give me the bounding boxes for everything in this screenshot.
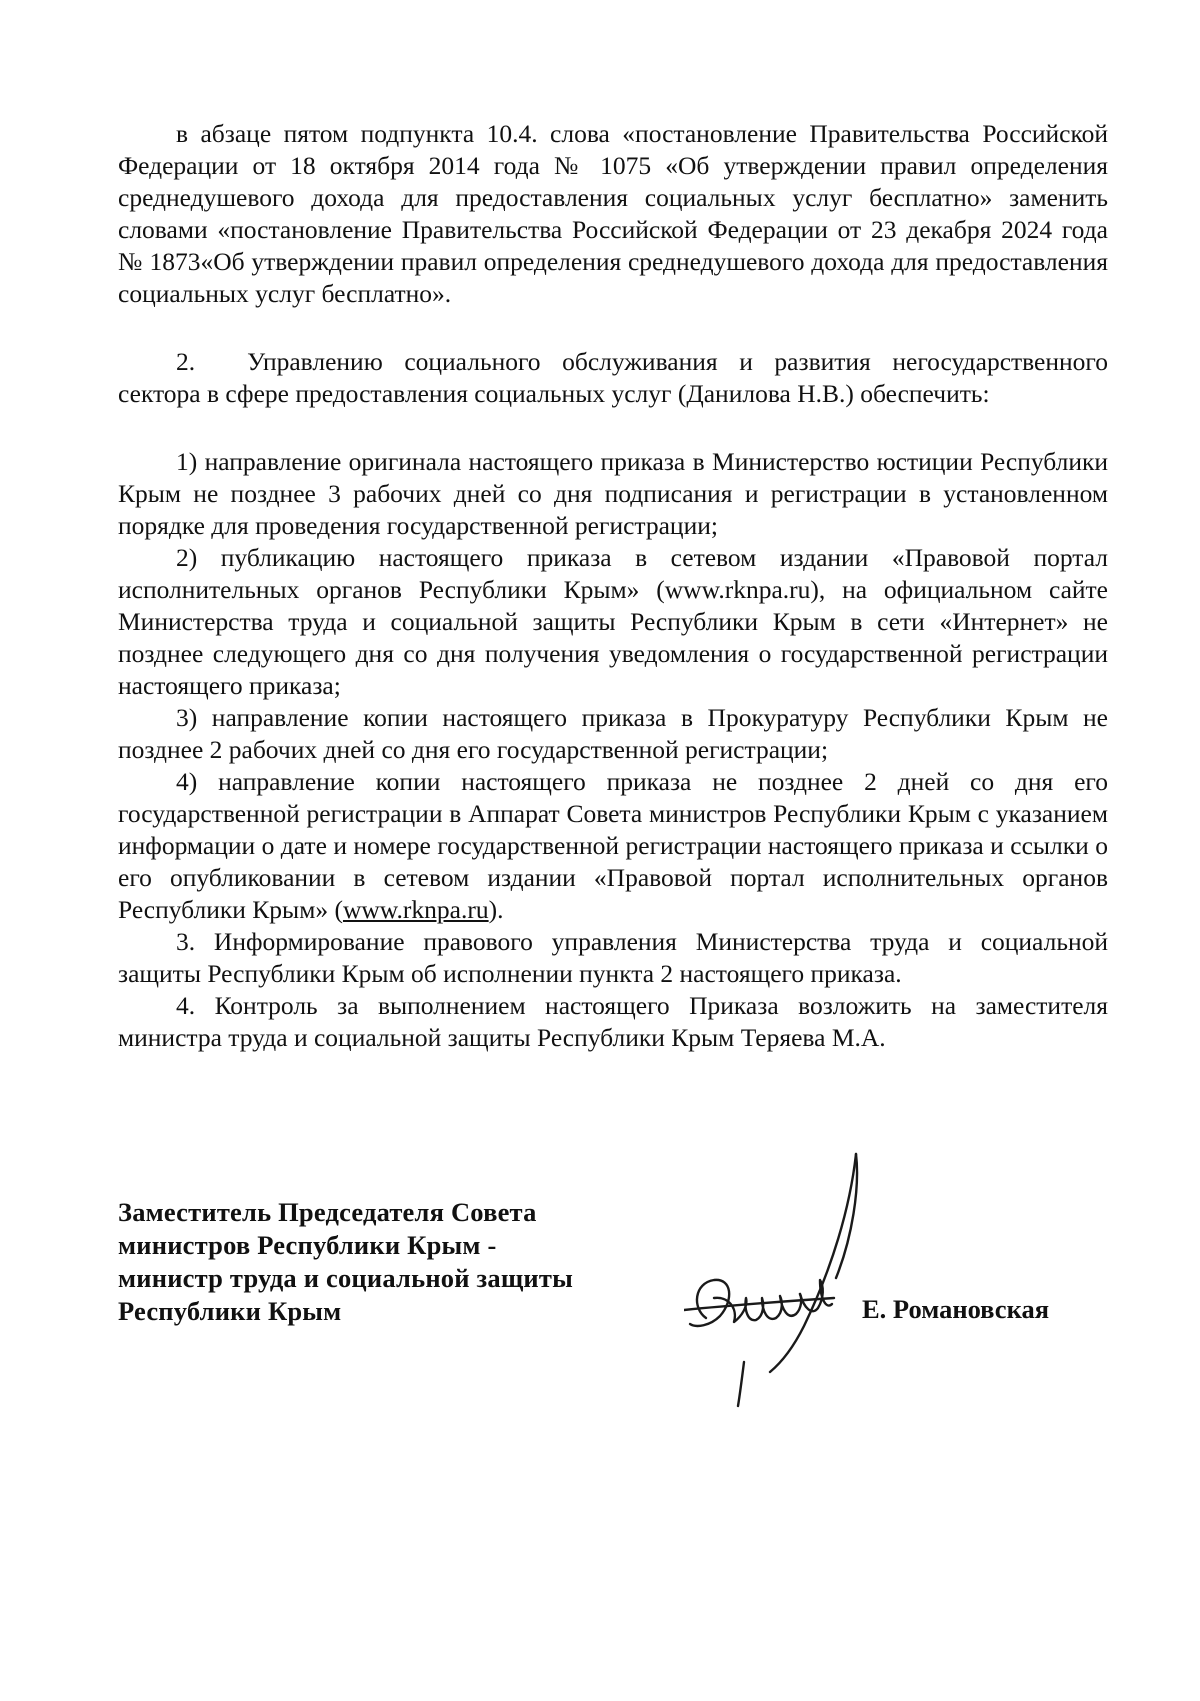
subitem-1: 1) направление оригинала настоящего приказа в Министерство юстиции Республики Крым не позднее 3 рабочих дней со дня подписания и регистрации в установленном порядке для проведения государственной регистрации; [118,447,1108,540]
signatory-title-line: министр труда и социальной защиты [118,1263,573,1293]
subitem-4-tail: ). [488,895,504,924]
rknpa-link[interactable]: www.rknpa.ru [342,895,489,924]
signatory-title [118,1196,573,1328]
item-2-number: 2. [176,347,196,376]
signatory-name: Е. Романовская [862,1294,1050,1324]
item-3: 3. Информирование правового управления Министерства труда и социальной защиты Республики Крым об исполнении пункта 2 настоящего приказа. [118,927,1108,988]
subitem-4 [118,766,1108,926]
handwritten-signature [684,1148,874,1408]
subitem-3: 3) направление копии настоящего приказа в Прокуратуру Республики Крым не позднее 2 рабочих дней со дня его государственной регистрации; [118,703,1108,764]
paragraph-abzac-5: в абзаце пятом подпункта 10.4. слова «постановление Правительства Российской Федерации от 18 октября 2014 года № 1075 «Об утверждении правил определения среднедушевого дохода для предоставления социальных услуг бесплатно» заменить словами «постановление Правительства Российской Федерации от 23 декабря 2024 года № 1873«Об утверждении правил определения среднедушевого дохода для предоставления социальных услуг бесплатно». [118,119,1108,308]
item-2-text: Управлению социального обслуживания и развития негосударственного сектора в сфере предоставления социальных услуг (Данилова Н.В.) обеспечить: [118,347,1108,408]
subitem-2: 2) публикацию настоящего приказа в сетевом издании «Правовой портал исполнительных органов Республики Крым» (www.rknpa.ru), на официальном сайте Министерства труда и социальной защиты Республики Крым в сети «Интернет» не позднее следующего дня со дня получения уведомления о государственной регистрации настоящего приказа; [118,543,1108,700]
subitem-4-text: 4) направление копии настоящего приказа не позднее 2 дней со дня его государственной регистрации в Аппарат Совета министров Республики Крым с указанием информации о дате и номере государственной регистрации настоящего приказа и ссылки о его опубликовании в сетевом издании «Правовой портал исполнительных органов Республики Крым» ( [118,767,1108,924]
signatory-title-line: Заместитель Председателя Совета [118,1197,537,1227]
signatory-title-line: министров Республики Крым - [118,1230,497,1260]
item-4: 4. Контроль за выполнением настоящего Приказа возложить на заместителя министра труда и социальной защиты Республики Крым Теряева М.А. [118,991,1108,1052]
signatory-title-line: Республики Крым [118,1296,342,1326]
document-body [118,118,1108,1054]
item-2 [118,346,1108,410]
